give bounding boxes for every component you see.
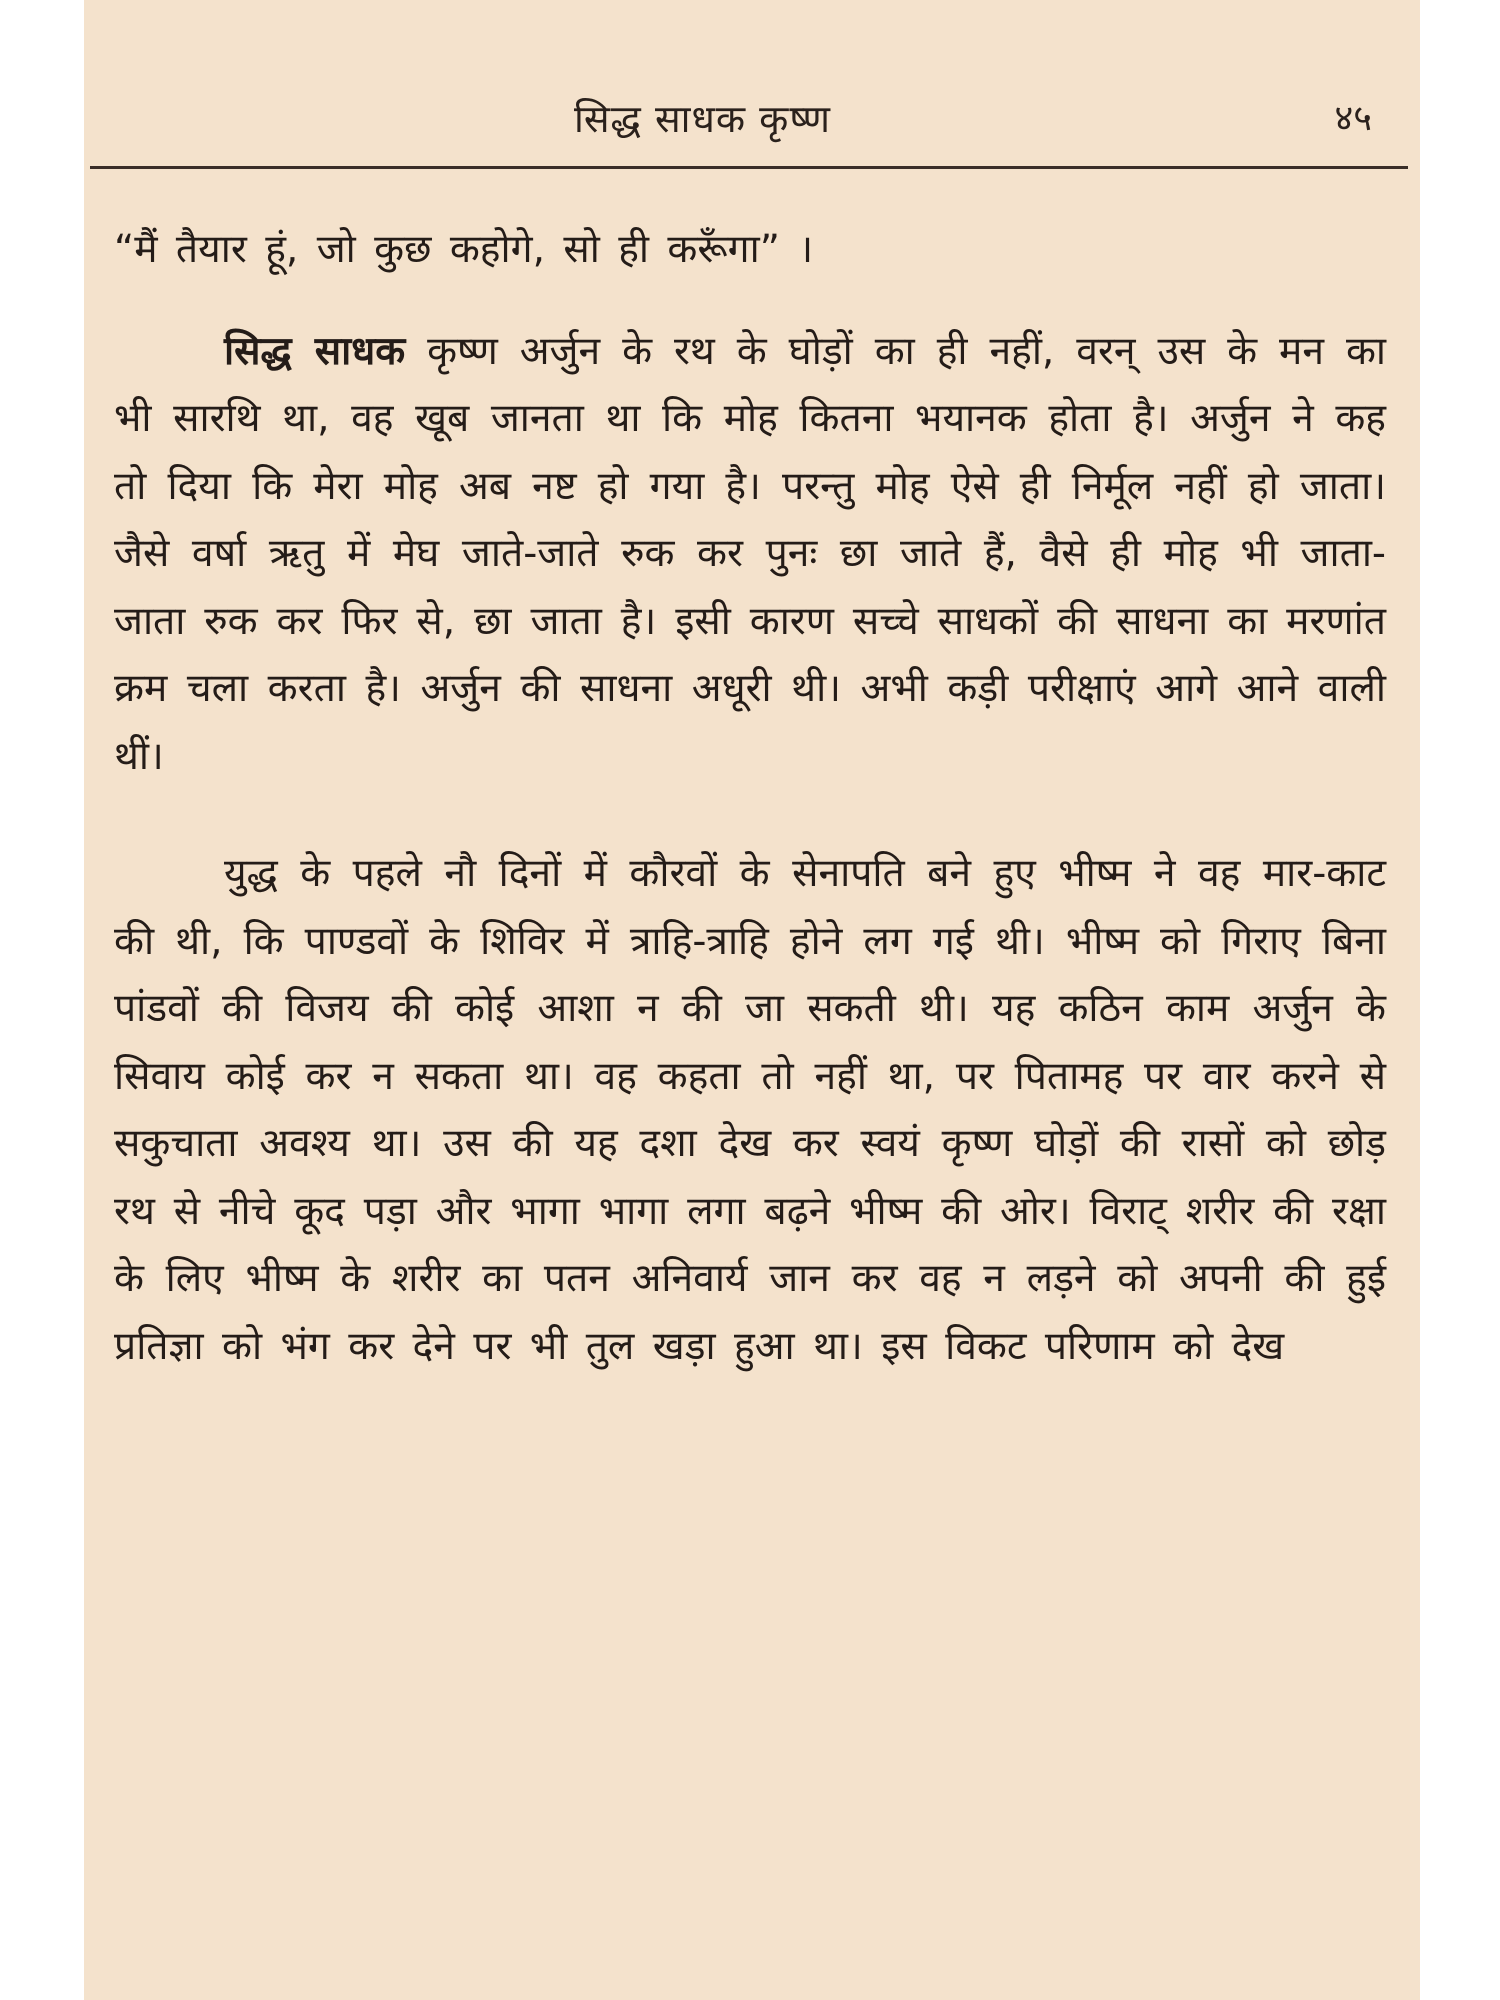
- running-title: सिद्ध साधक कृष्ण: [574, 97, 832, 141]
- paragraph-2: युद्ध के पहले नौ दिनों में कौरवों के सेनापति बने हुए भीष्म ने वह मार-काट की थी, कि पाण्डवों के शिविर में त्राहि-त्राहि होने लग गई थी। भीष्म को गिराए बिना पांडवों की विजय की कोई आशा न की जा सकती थी। यह कठिन काम अर्जुन के सिवाय कोई कर न सकता था। वह कहता तो नहीं था, पर पितामह पर वार करने से सकुचाता अवश्य था। उस की यह दशा देख कर स्वयं कृष्ण घोड़ों की रासों को छोड़ रथ से नीचे कूद पड़ा और भागा भागा लगा बढ़ने भीष्म की ओर। विराट् शरीर की रक्षा के लिए भीष्म के शरीर का पतन अनिवार्य जान कर वह न लड़ने को अपनी की हुई प्रतिज्ञा को भंग कर देने पर भी तुल खड़ा हुआ था। इस विकट परिणाम को देख: [114, 851, 1386, 1369]
- paragraph-1-lead: सिद्ध साधक: [224, 328, 406, 374]
- paragraph-1: [114, 318, 1386, 791]
- quote-line: “मैं तैयार हूं, जो कुछ कहोगे, सो ही करूँगा” ।: [114, 227, 814, 272]
- body-text: [114, 216, 1386, 1380]
- page-scan: [84, 0, 1420, 2000]
- header-rule: [90, 166, 1408, 169]
- page-number: ४५: [1334, 98, 1372, 139]
- page-header: [84, 92, 1420, 142]
- paragraph-1-rest: कृष्ण अर्जुन के रथ के घोड़ों का ही नहीं, वरन् उस के मन का भी सारथि था, वह खूब जानता था कि मोह कितना भयानक होता है। अर्जुन ने कह तो दिया कि मेरा मोह अब नष्ट हो गया है। परन्तु मोह ऐसे ही निर्मूल नहीं हो जाता। जैसे वर्षा ऋतु में मेघ जाते-जाते रुक कर पुनः छा जाते हैं, वैसे ही मोह भी जाता-जाता रुक कर फिर से, छा जाता है। इसी कारण सच्चे साधकों की साधना का मरणांत क्रम चला करता है। अर्जुन की साधना अधूरी थी। अभी कड़ी परीक्षाएं आगे आने वाली थीं।: [114, 328, 1387, 779]
